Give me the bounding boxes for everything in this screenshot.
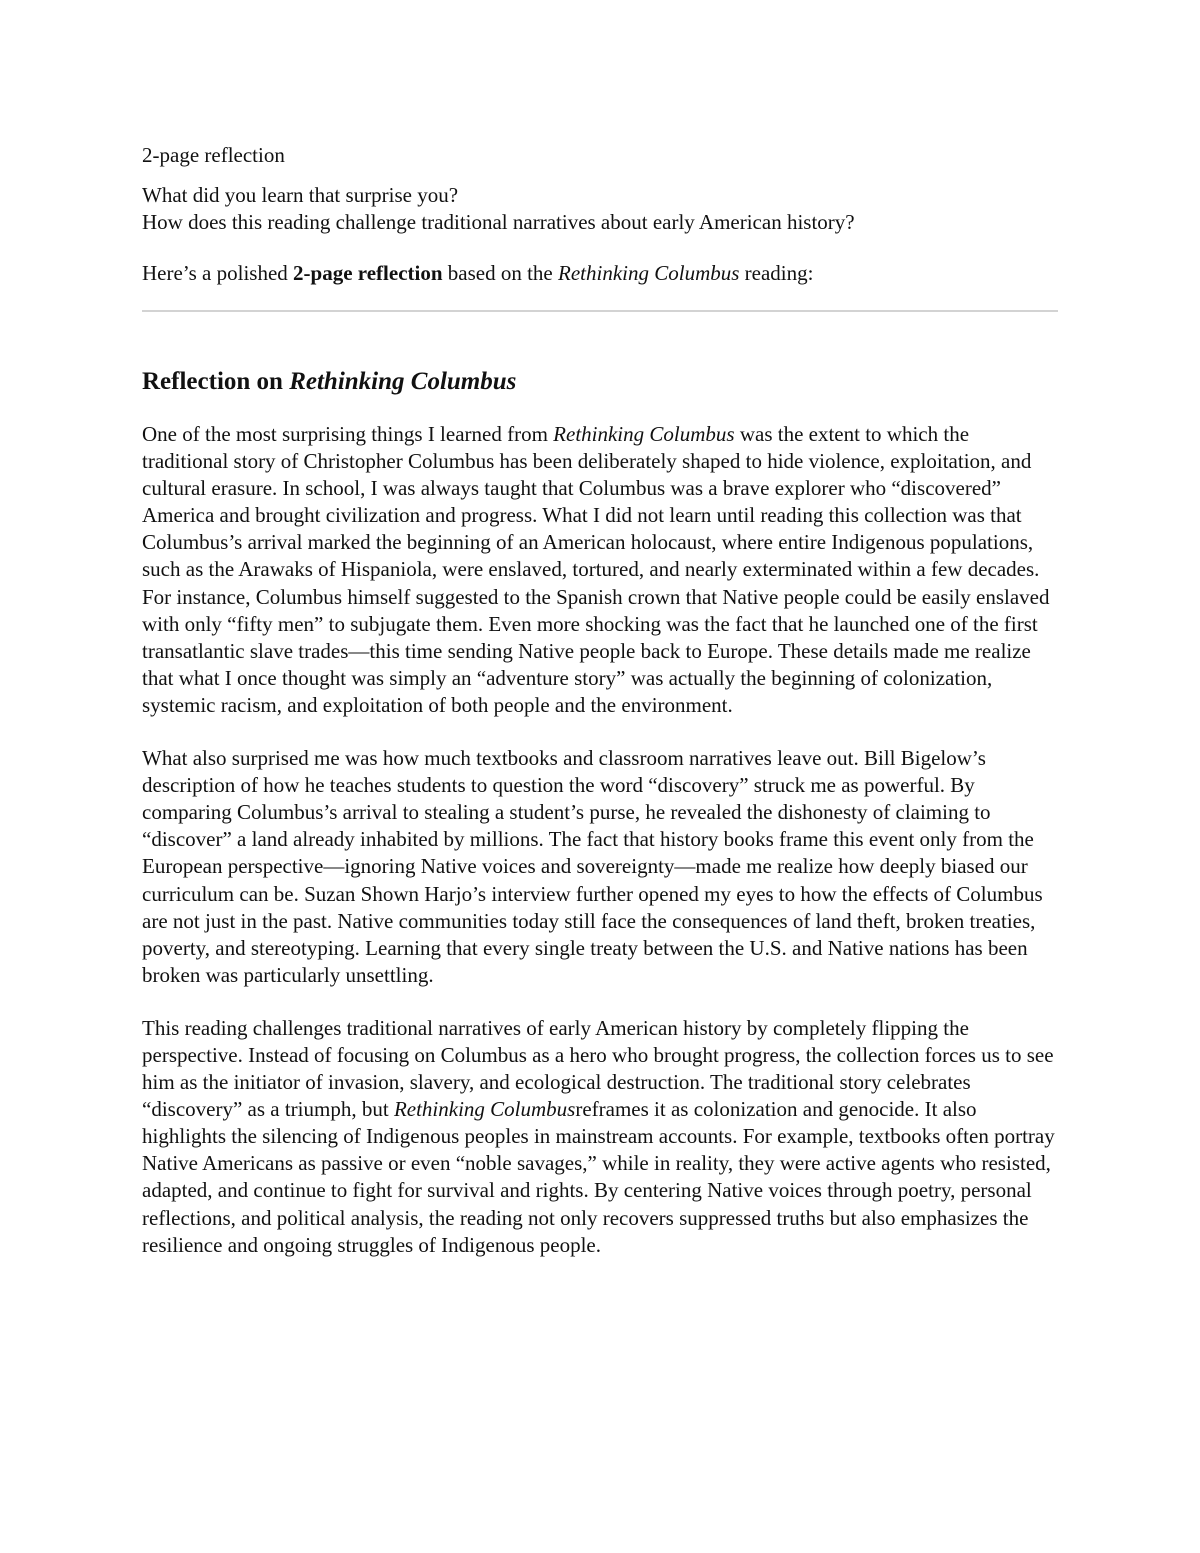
paragraph-3 [142, 1015, 1058, 1259]
intro-lead: Here’s a polished [142, 261, 294, 285]
heading-prefix: Reflection on [142, 368, 290, 395]
horizontal-divider [142, 310, 1058, 312]
prompt-question-2: How does this reading challenge traditional narratives about early American history? [142, 210, 855, 234]
paragraph-1-italic: Rethinking Columbus [553, 422, 735, 446]
intro-italic: Rethinking Columbus [558, 261, 740, 285]
reflection-heading [142, 366, 1058, 398]
prompt-question-1: What did you learn that surprise you? [142, 183, 459, 207]
prompt-title: 2-page reflection [142, 143, 285, 167]
paragraph-3-start: This reading challenges traditional narratives of early American history by completely flipping the perspective. Instead of focusing on Columbus as a hero who brought progress, the collection forces us to see him as the initiator of invasion, slavery, and ecological destruction. The traditional story celebrates “discovery” as a triumph, but [142, 1015, 1054, 1122]
intro-line [142, 260, 1058, 287]
paragraph-3-italic: Rethinking Columbus [393, 1097, 576, 1122]
intro-middle: based on the [442, 261, 559, 285]
paragraph-1-start: One of the most surprising things I learned from [142, 422, 554, 446]
paragraph-2: What also surprised me was how much textbooks and classroom narratives leave out. Bill Bigelow’s description of how he teaches students to question the word “discovery” struck me as powerful. By comparing Columbus’s arrival to stealing a student’s purse, he revealed the dishonesty of claiming to “discover” a land already inhabited by millions. The fact that history books frame this event only from the European perspective—ignoring Native voices and sovereignty—made me realize how deeply biased our curriculum can be. Suzan Shown Harjo’s interview further opened my eyes to how the effects of Columbus are not just in the past. Native communities today still face the consequences of land theft, broken treaties, poverty, and stereotyping. Learning that every single treaty between the U.S. and Native nations has been broken was particularly unsettling. [142, 746, 1043, 987]
paragraph-3-rest: reframes it as colonization and genocide. It also highlights the silencing of Indigenous peoples in mainstream accounts. For example, textbooks often portray Native Americans as passive or even “noble savages,” while in reality, they were active agents who resisted, adapted, and continue to fight for survival and rights. By centering Native voices through poetry, personal reflections, and political analysis, the reading not only recovers suppressed truths but also emphasizes the resilience and ongoing struggles of Indigenous people. [142, 1097, 1055, 1257]
document-page [142, 142, 1058, 1259]
heading-italic: Rethinking Columbus [289, 368, 517, 395]
intro-bold: 2-page reflection [293, 261, 443, 285]
intro-tail: reading: [739, 261, 814, 285]
paragraph-1-rest: was the extent to which the traditional story of Christopher Columbus has been deliberately shaped to hide violence, exploitation, and cultural erasure. In school, I was always taught that Columbus was a brave explorer who “discovered” America and brought civilization and progress. What I did not learn until reading this collection was that Columbus’s arrival marked the beginning of an American holocaust, where entire Indigenous populations, such as the Arawaks of Hispaniola, were enslaved, tortured, and nearly exterminated within a few decades. For instance, Columbus himself suggested to the Spanish crown that Native people could be easily enslaved with only “fifty men” to subjugate them. Even more shocking was the fact that he launched one of the first transatlantic slave trades—this time sending Native people back to Europe. These details made me realize that what I once thought was simply an “adventure story” was actually the beginning of colonization, systemic racism, and exploitation of both people and the environment. [142, 422, 1050, 717]
paragraph-1 [142, 421, 1058, 719]
